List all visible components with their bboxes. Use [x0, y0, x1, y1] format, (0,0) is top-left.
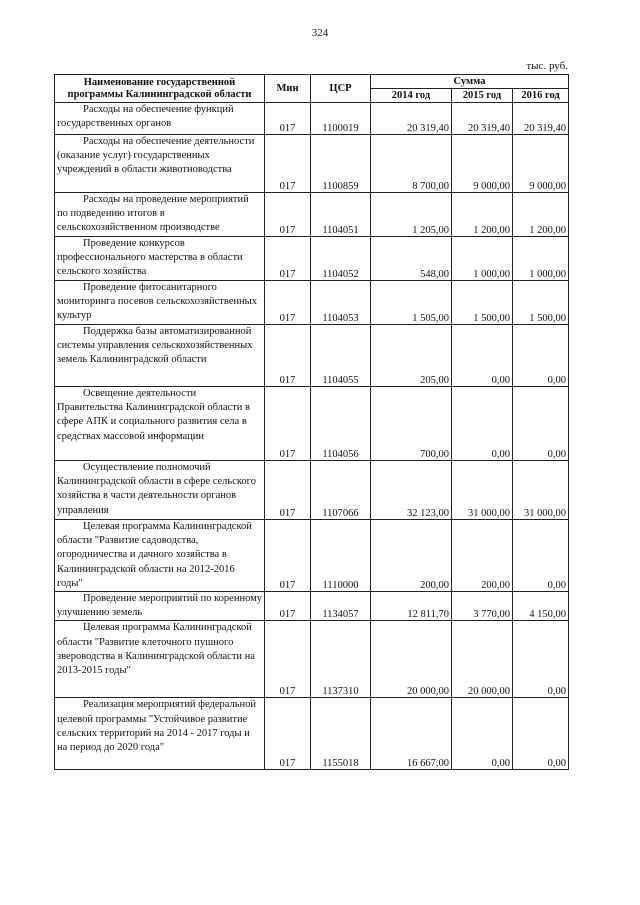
table-row	[55, 698, 569, 770]
csr-code-cell: 1134057	[311, 592, 371, 621]
amount-2016-cell: 0,00	[513, 325, 569, 387]
program-name-cell	[55, 592, 265, 621]
amount-2015-cell: 1 500,00	[452, 281, 513, 325]
program-name-text: Освещение деятельности Правительства Калининградской области в сфере АПК и социального развития села в средствах массовой информации	[57, 388, 250, 442]
amount-2015-cell: 31 000,00	[452, 461, 513, 520]
header-csr: ЦСР	[311, 75, 371, 103]
amount-2016-cell: 1 200,00	[513, 193, 569, 237]
ministry-code-cell: 017	[265, 698, 311, 770]
program-name-text: Проведение мероприятий по коренному улучшению земель	[57, 593, 263, 619]
header-year-2015: 2015 год	[452, 89, 513, 103]
page-number: 324	[311, 27, 329, 39]
header-sum: Сумма	[371, 75, 569, 89]
program-name-cell	[55, 103, 265, 135]
table-row	[55, 237, 569, 281]
amount-2014-cell: 20 000,00	[371, 621, 452, 698]
amount-2015-cell: 0,00	[452, 387, 513, 461]
csr-code-cell: 1104051	[311, 193, 371, 237]
amount-2016-cell: 0,00	[513, 621, 569, 698]
ministry-code-cell: 017	[265, 592, 311, 621]
program-name-cell	[55, 281, 265, 325]
ministry-code-cell: 017	[265, 520, 311, 592]
table-row	[55, 621, 569, 698]
program-name-cell	[55, 135, 265, 193]
amount-2014-cell: 12 811,70	[371, 592, 452, 621]
amount-2016-cell: 0,00	[513, 387, 569, 461]
table-row	[55, 387, 569, 461]
amount-2015-cell: 20 319,40	[452, 103, 513, 135]
amount-2015-cell: 1 000,00	[452, 237, 513, 281]
program-name-text: Расходы на проведение мероприятий по подведению итогов в сельскохозяйственном производстве	[57, 194, 249, 234]
csr-code-cell: 1107066	[311, 461, 371, 520]
csr-code-cell: 1104056	[311, 387, 371, 461]
table-row	[55, 592, 569, 621]
program-name-text: Целевая программа Калининградской области "Развитие садоводства, огородничества и дачного хозяйства в Калининградской области на 2012-2016 годы"	[57, 521, 252, 589]
amount-2014-cell: 205,00	[371, 325, 452, 387]
ministry-code-cell: 017	[265, 103, 311, 135]
amount-2014-cell: 1 505,00	[371, 281, 452, 325]
program-name-cell	[55, 387, 265, 461]
header-year-2014: 2014 год	[371, 89, 452, 103]
csr-code-cell: 1104055	[311, 325, 371, 387]
amount-2015-cell: 0,00	[452, 325, 513, 387]
table-row	[55, 461, 569, 520]
units-label: тыс. руб.	[526, 60, 568, 72]
amount-2016-cell: 4 150,00	[513, 592, 569, 621]
amount-2014-cell: 32 123,00	[371, 461, 452, 520]
header-year-2016: 2016 год	[513, 89, 569, 103]
program-name-cell	[55, 461, 265, 520]
ministry-code-cell: 017	[265, 387, 311, 461]
amount-2014-cell: 1 205,00	[371, 193, 452, 237]
ministry-code-cell: 017	[265, 325, 311, 387]
ministry-code-cell: 017	[265, 237, 311, 281]
program-name-cell	[55, 621, 265, 698]
program-name-text: Реализация мероприятий федеральной целевой программы "Устойчивое развитие сельских территорий на 2014 - 2017 годы и на период до 2020 года"	[57, 699, 257, 754]
header-program-name: Наименование государственной программы Калининградской области	[55, 75, 265, 103]
program-name-text: Целевая программа Калининградской области "Развитие клеточного пушного звероводства в Калининградской области на 2013-2015 годы"	[57, 622, 255, 677]
amount-2016-cell: 31 000,00	[513, 461, 569, 520]
table-body	[55, 103, 569, 770]
amount-2015-cell: 3 770,00	[452, 592, 513, 621]
csr-code-cell: 1104053	[311, 281, 371, 325]
program-name-text: Расходы на обеспечение функций государственных органов	[57, 104, 234, 130]
csr-code-cell: 1110000	[311, 520, 371, 592]
table-row	[55, 325, 569, 387]
amount-2016-cell: 9 000,00	[513, 135, 569, 193]
amount-2015-cell: 20 000,00	[452, 621, 513, 698]
amount-2014-cell: 200,00	[371, 520, 452, 592]
program-name-cell	[55, 193, 265, 237]
ministry-code-cell: 017	[265, 193, 311, 237]
program-name-cell	[55, 520, 265, 592]
table-header	[55, 75, 569, 103]
program-name-cell	[55, 325, 265, 387]
program-name-cell	[55, 237, 265, 281]
table-row	[55, 135, 569, 193]
amount-2016-cell: 1 000,00	[513, 237, 569, 281]
amount-2014-cell: 20 319,40	[371, 103, 452, 135]
amount-2016-cell: 0,00	[513, 698, 569, 770]
amount-2016-cell: 1 500,00	[513, 281, 569, 325]
program-name-text: Проведение фитосанитарного мониторинга посевов сельскохозяйственных культур	[57, 282, 257, 322]
table-row	[55, 520, 569, 592]
csr-code-cell: 1137310	[311, 621, 371, 698]
program-name-text: Расходы на обеспечение деятельности (оказание услуг) государственных учреждений в области животноводства	[57, 136, 255, 176]
csr-code-cell: 1155018	[311, 698, 371, 770]
ministry-code-cell: 017	[265, 135, 311, 193]
program-name-cell	[55, 698, 265, 770]
csr-code-cell: 1100019	[311, 103, 371, 135]
amount-2015-cell: 200,00	[452, 520, 513, 592]
ministry-code-cell: 017	[265, 461, 311, 520]
csr-code-cell: 1104052	[311, 237, 371, 281]
table-row	[55, 281, 569, 325]
program-name-text: Осуществление полномочий Калининградской области в сфере сельского хозяйства в части деятельности органов управления	[57, 462, 256, 516]
table-row	[55, 103, 569, 135]
amount-2014-cell: 700,00	[371, 387, 452, 461]
program-name-text: Проведение конкурсов профессионального мастерства в области сельского хозяйства	[57, 238, 243, 278]
header-ministry: Мин	[265, 75, 311, 103]
ministry-code-cell: 017	[265, 281, 311, 325]
ministry-code-cell: 017	[265, 621, 311, 698]
amount-2016-cell: 0,00	[513, 520, 569, 592]
amount-2015-cell: 0,00	[452, 698, 513, 770]
amount-2014-cell: 548,00	[371, 237, 452, 281]
amount-2015-cell: 9 000,00	[452, 135, 513, 193]
amount-2014-cell: 16 667,00	[371, 698, 452, 770]
amount-2016-cell: 20 319,40	[513, 103, 569, 135]
budget-table	[54, 74, 569, 770]
amount-2014-cell: 8 700,00	[371, 135, 452, 193]
table-row	[55, 193, 569, 237]
csr-code-cell: 1100859	[311, 135, 371, 193]
program-name-text: Поддержка базы автоматизированной системы управления сельскохозяйственных земель Калининградской области	[57, 326, 253, 366]
amount-2015-cell: 1 200,00	[452, 193, 513, 237]
